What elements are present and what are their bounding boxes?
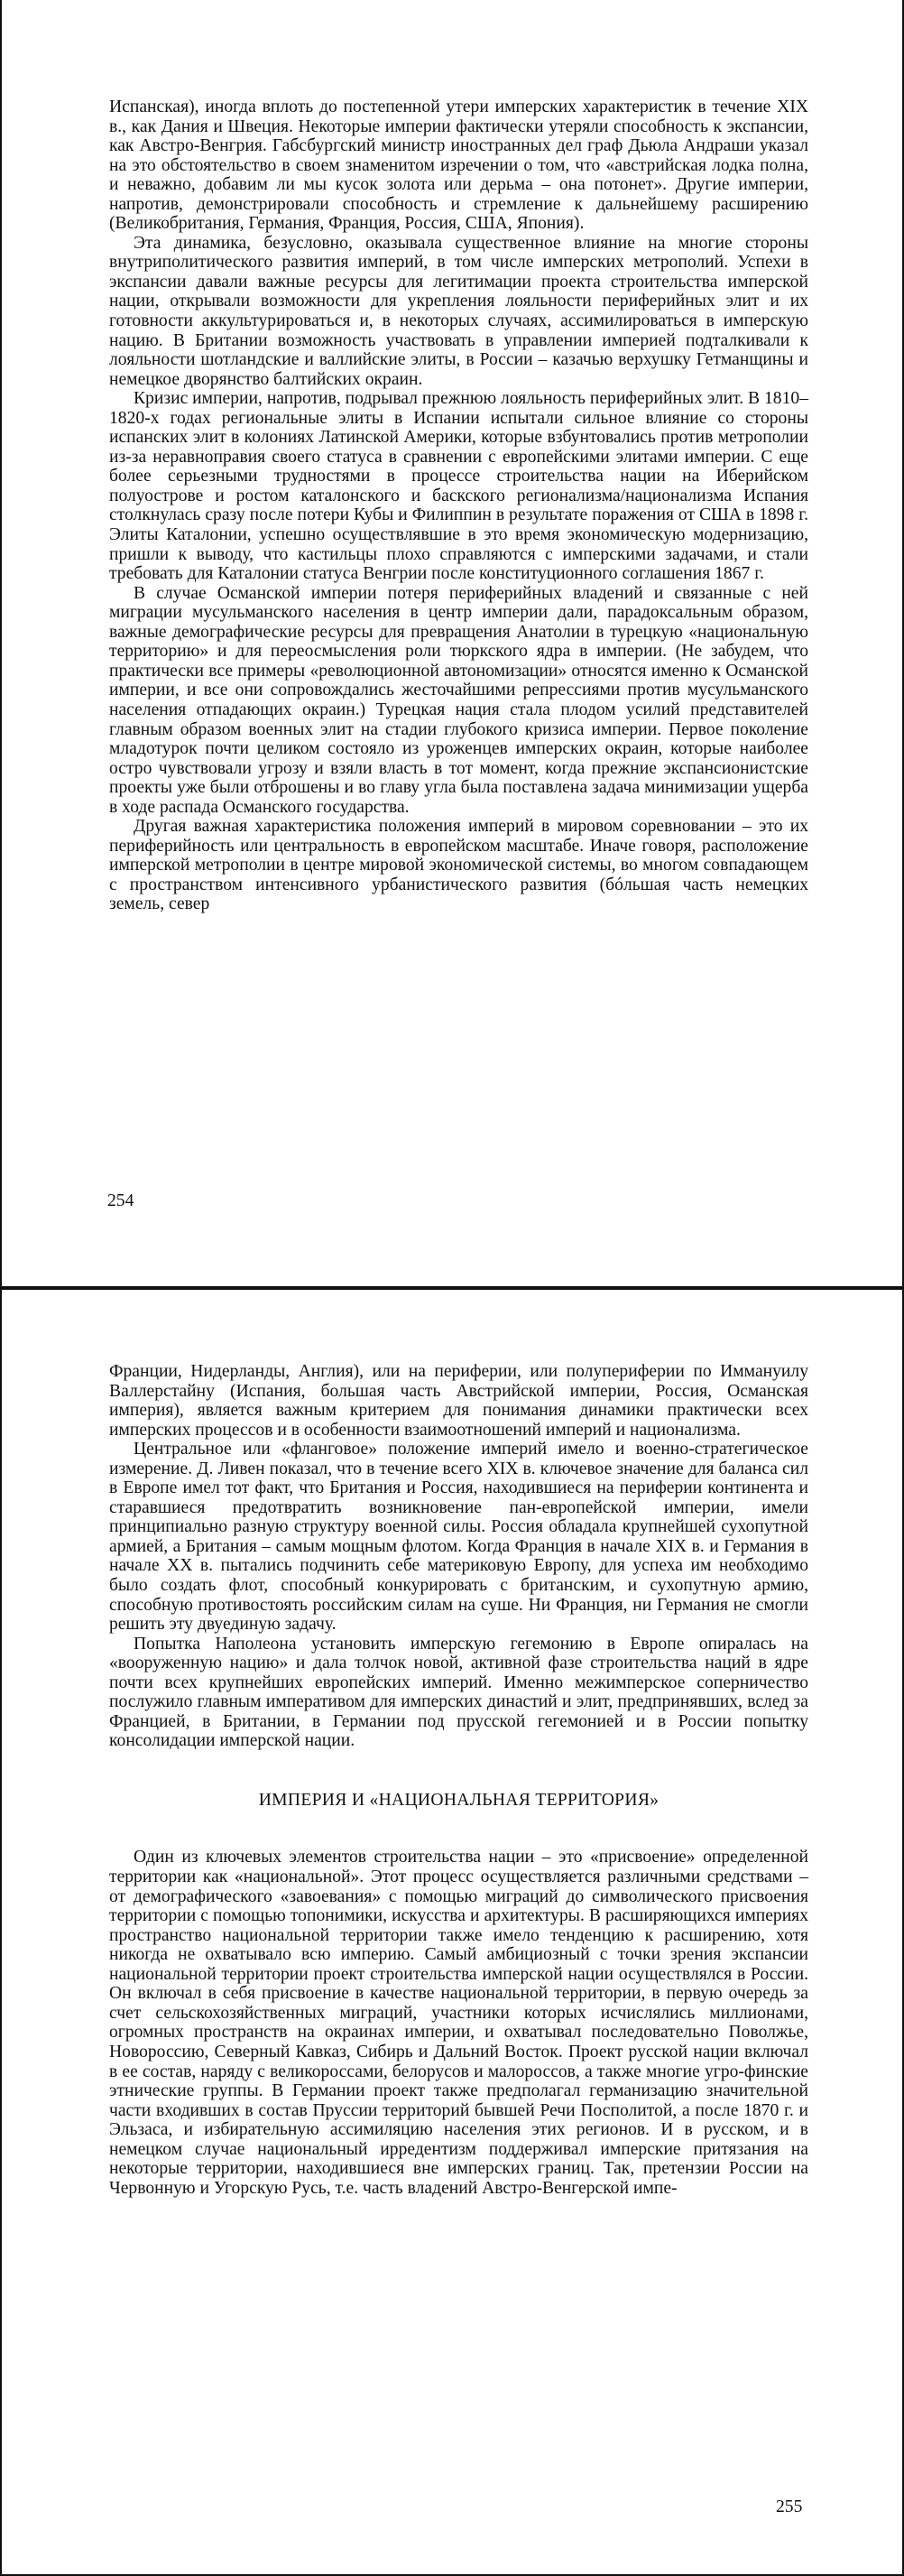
page-number: 255 [776,2497,803,2516]
paragraph: Другая важная характеристика положения империй в мировом соревновании – это их периферийность или центральность в европейском масштабе. Иначе говоря, расположение имперской метрополии в центре мировой экономической системы, во многом совпадающем с пространством интенсивного урбанистического развития (бóльшая часть немецких земель, север [109,817,808,914]
paragraph: В случае Османской империи потеря периферийных владений и связанные с ней миграции мусульманского населения в центр империи дали, парадоксальным образом, важные демографические ресурсы для превращения Анатолии в турецкую «национальную территорию» и для переосмысления роли тюркского ядра в империи. (Не забудем, что практически все примеры «революционной автономизации» относятся именно к Османской империи, и все они сопровождались жесточайшими репрессиями против мусульманского населения отпадающих окраин.) Турецкая нация стала плодом усилий представителей главным образом военных элит на стадии глубокого кризиса империи. Первое поколение младотурок почти целиком состояло из уроженцев имперских окраин, которые наиболее остро чувствовали угрозу и взяли власть в тот момент, когда прежние экспансионистские проекты уже были отброшены и во главу угла была поставлена задача минимизации ущерба в ходе распада Османского государства. [109,583,808,817]
paragraph: Попытка Наполеона установить имперскую гегемонию в Европе опиралась на «вооруженную нацию» и дала толчок новой, активной фазе строительства наций в ядре почти всех крупнейших европейских империй. Именно межимперское соперничество послужило главным императивом для имперских династий и элит, предпринявших, вслед за Францией, в Британии, в Германии под прусской гегемонией и в России попытку консолидации имперской нации. [109,1634,808,1751]
paragraph: Кризис империи, напротив, подрывал прежнюю лояльность периферийных элит. В 1810–1820-х годах региональные элиты в Испании испытали сильное влияние со стороны испанских элит в колониях Латинской Америки, которые взбунтовались против метрополии из-за неравноправия своего статуса в сравнении с европейскими элитами империи. С еще более серьезными трудностями в процессе строительства нации на Иберийском полуострове и ростом каталонского и баскского регионализма/национализма Испания столкнулась сразу после потери Кубы и Филиппин в результате поражения от США в 1898 г. Элиты Каталонии, успешно осуществлявшие в это время экономическую модернизацию, пришли к выводу, что кастильцы плохо справляются с имперскими задачами, и стали требовать для Каталонии статуса Венгрии после конституционного соглашения 1867 г. [109,389,808,584]
paragraph: Центральное или «фланговое» положение империй имело и военно-стратегическое измерение. Д. Ливен показал, что в течение всего XIX в. ключевое значение для баланса сил в Европе имел тот факт, что Британия и Россия, находившиеся на периферии континента и старавшиеся предотвратить возникновение пан-европейской империи, имели принципиально разную структуру военной силы. Россия обладала крупнейшей сухопутной армией, а Британия – самым мощным флотом. Когда Франция в начале XIX в. и Германия в начале XX в. пытались подчинить себе материковую Европу, для успеха им необходимо было создать флот, способный конкурировать с британским, и сухопутную армию, способную противостоять российским силам на суше. Ни Франция, ни Германия не смогли решить эту двуединую задачу. [109,1440,808,1635]
text-column [109,97,808,914]
book-page-255 [0,1288,904,2576]
paragraph: Франции, Нидерланды, Англия), или на периферии, или полупериферии по Иммануилу Валлерстайну (Испания, большая часть Австрийской империи, Россия, Османская империя), является важным критерием для понимания динамики практически всех имперских процессов и в особенности взаимоотношений империй и национализма. [109,1362,808,1440]
page-number: 254 [107,1191,134,1210]
paragraph: Испанская), иногда вплоть до постепенной утери имперских характеристик в течение XIX в., как Дания и Швеция. Некоторые империи фактически утеряли способность к экспансии, как Австро-Венгрия. Габсбургский министр иностранных дел граф Дьюла Андраши указал на это обстоятельство в своем знаменитом изречении о том, что «австрийская лодка полна, и неважно, добавим ли мы кусок золота или дерьма – она потонет». Другие империи, напротив, демонстрировали способность и стремление к дальнейшему расширению (Великобритания, Германия, Франция, Россия, США, Япония). [109,97,808,234]
paragraph: Один из ключевых элементов строительства нации – это «присвоение» определенной территории как «национальной». Этот процесс осуществляется различными средствами – от демографического «завоевания» с помощью миграций до символического присвоения территории с помощью топонимики, искусства и архитектуры. В расширяющихся империях пространство национальной территории также имело тенденцию к расширению, хотя никогда не охватывало всю империю. Самый амбициозный с точки зрения экспансии национальной территории проект строительства имперской нации осуществлялся в России. Он включал в себя присвоение в качестве национальной территории, в первую очередь за счет сельскохозяйственных миграций, участники которых исчислялись миллионами, огромных пространств на окраинах империи, и охватывал последовательно Поволжье, Новороссию, Северный Кавказ, Сибирь и Дальний Восток. Проект русской нации включал в ее состав, наряду с великороссами, белорусов и малороссов, а также многие угро-финские этнические группы. В Германии проект также предполагал германизацию значительной части входивших в состав Пруссии территорий бывшей Речи Посполитой, а после 1870 г. и Эльзаса, и избирательную ассимиляцию населения этих регионов. И в русском, и в немецком случае национальный ирредентизм поддерживал имперские притязания на некоторые территории, находившиеся вне имперских границ. Так, претензии России на Червонную и Угорскую Русь, т.е. часть владений Австро-Венгерской импе- [109,1848,808,2198]
section-heading: ИМПЕРИЯ И «НАЦИОНАЛЬНАЯ ТЕРРИТОРИЯ» [258,1790,660,1810]
text-column [109,1362,808,2198]
paragraph: Эта динамика, безусловно, оказывала существенное влияние на многие стороны внутриполитического развития империй, в том числе имперских метрополий. Успехи в экспансии давали важные ресурсы для легитимации проекта строительства имперской нации, открывали возможности для укрепления лояльности периферийных элит и их готовности аккультурироваться и, в некоторых случаях, ассимилироваться в имперскую нацию. В Британии возможность участвовать в управлении империей подталкивали к лояльности шотландские и валлийские элиты, в России – казачью верхушку Гетманщины и немецкое дворянство балтийских окраин. [109,233,808,389]
